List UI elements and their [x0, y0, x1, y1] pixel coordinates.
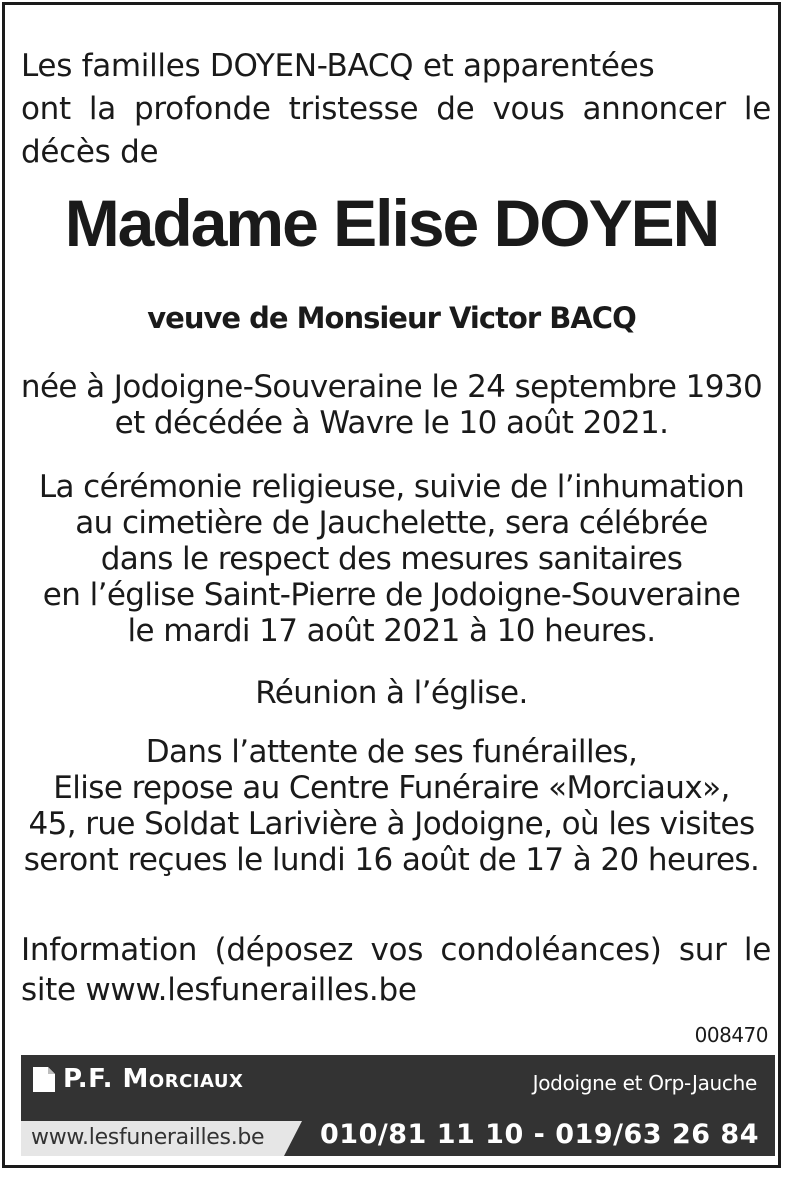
- document-icon: [33, 1067, 55, 1092]
- intro-line-3: décès de: [21, 134, 159, 170]
- birth-death-paragraph: [13, 369, 770, 441]
- ceremony-line: en l’église Saint-Pierre de Jodoigne-Souveraine: [42, 577, 741, 613]
- information-text: [21, 930, 771, 1010]
- ceremony-line: au cimetière de Jauchelette, sera célébrée: [75, 505, 708, 541]
- reunion-text: [13, 675, 770, 711]
- birth-line: née à Jodoigne-Souveraine le 24 septembre 1930: [20, 369, 763, 405]
- visitation-line: seront reçues le lundi 16 août de 17 à 20 heures.: [23, 842, 760, 878]
- reunion-line: Réunion à l’église.: [255, 675, 528, 711]
- funeral-home-brand: P.F. Morciaux: [63, 1064, 244, 1094]
- website-link[interactable]: www.lesfunerailles.be: [31, 1125, 265, 1150]
- visitation-line: Elise repose au Centre Funéraire «Morciaux»,: [53, 770, 730, 806]
- reference-number: 008470: [694, 1023, 768, 1047]
- ceremony-line: le mardi 17 août 2021 à 10 heures.: [127, 613, 656, 649]
- intro-text: [21, 45, 771, 174]
- information-line-2: site www.lesfunerailles.be: [21, 972, 417, 1008]
- spouse-line: veuve de Monsieur Victor BACQ: [147, 301, 636, 335]
- funeral-home-location: Jodoigne et Orp-Jauche: [532, 1071, 757, 1095]
- intro-line-2: ont la profonde tristesse de vous annoncer le: [21, 91, 771, 127]
- phone-numbers: 010/81 11 10 - 019/63 26 84: [320, 1119, 759, 1150]
- deceased-name: Madame Elise DOYEN: [64, 186, 719, 260]
- funeral-home-footer: [21, 1055, 775, 1156]
- ceremony-line: La cérémonie religieuse, suivie de l’inhumation: [38, 469, 745, 505]
- website-box: [21, 1121, 284, 1156]
- visitation-line: Dans l’attente de ses funérailles,: [145, 734, 638, 770]
- visitation-line: 45, rue Soldat Larivière à Jodoigne, où les visites: [28, 806, 755, 842]
- ceremony-paragraph: [13, 469, 770, 649]
- death-line: et décédée à Wavre le 10 août 2021.: [114, 405, 669, 441]
- obituary-notice: [2, 2, 781, 1168]
- visitation-paragraph: [13, 734, 770, 878]
- intro-line-1: Les familles DOYEN-BACQ et apparentées: [21, 48, 655, 84]
- ceremony-line: dans le respect des mesures sanitaires: [100, 541, 683, 577]
- information-line-1: Information (déposez vos condoléances) sur le: [21, 932, 771, 968]
